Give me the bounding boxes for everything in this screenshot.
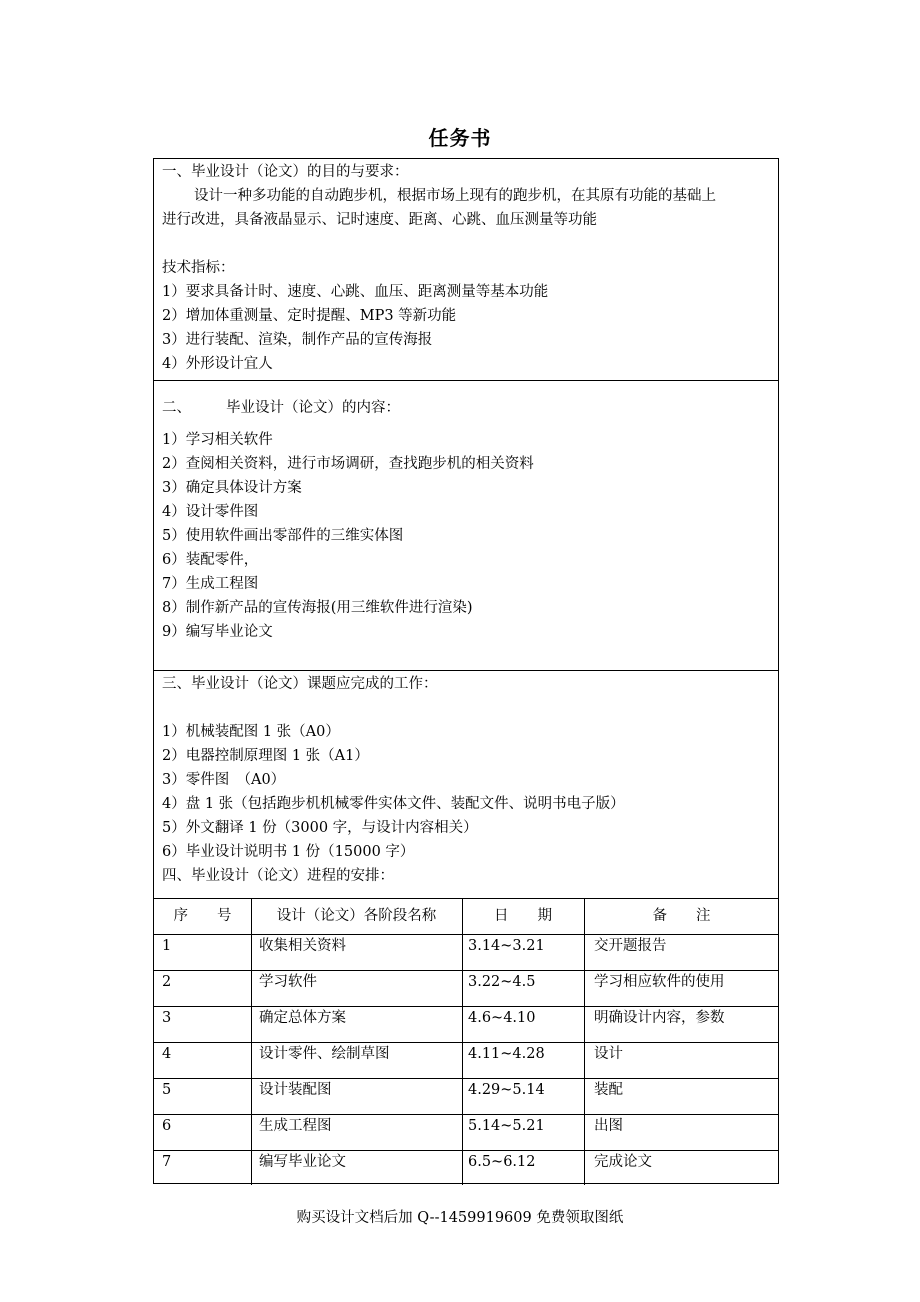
divider (154, 380, 778, 381)
cell-number: 1 (162, 938, 172, 954)
content-item: 8）制作新产品的宣传海报(用三维软件进行渲染) (162, 600, 473, 616)
section1-para-line1: 设计一种多功能的自动跑步机，根据市场上现有的跑步机，在其原有功能的基础上 (194, 188, 716, 204)
cell-stage: 学习软件 (259, 974, 317, 990)
cell-remark: 出图 (594, 1118, 623, 1134)
tech-item: 1）要求具备计时、速度、心跳、血压、距离测量等基本功能 (162, 284, 549, 300)
section3-heading: 三、毕业设计（论文）课题应完成的工作： (162, 676, 438, 692)
divider (154, 670, 778, 671)
table-top-border (154, 898, 778, 899)
cell-stage: 设计零件、绘制草图 (259, 1046, 390, 1062)
cell-remark: 完成论文 (594, 1154, 652, 1170)
content-item: 7）生成工程图 (162, 576, 259, 592)
section2-heading: 毕业设计（论文）的内容： (226, 400, 400, 416)
row-border (154, 1042, 778, 1043)
cell-number: 7 (162, 1154, 172, 1170)
work-item: 1）机械装配图 1 张（A0） (162, 724, 340, 740)
column-border (251, 898, 252, 1185)
cell-date: 3.22~4.5 (468, 974, 536, 990)
row-border (154, 970, 778, 971)
column-border (584, 898, 585, 1185)
content-item: 1）学习相关软件 (162, 432, 273, 448)
content-item: 4）设计零件图 (162, 504, 259, 520)
cell-date: 4.11~4.28 (468, 1046, 545, 1062)
cell-stage: 编写毕业论文 (259, 1154, 346, 1170)
section2-heading-prefix: 二、 (162, 400, 191, 416)
row-border (154, 1078, 778, 1079)
tech-item: 3）进行装配、渲染，制作产品的宣传海报 (162, 332, 433, 348)
tech-item: 4）外形设计宜人 (162, 356, 273, 372)
content-item: 6）装配零件， (162, 552, 259, 568)
cell-date: 5.14~5.21 (468, 1118, 545, 1134)
cell-number: 4 (162, 1046, 172, 1062)
section4-heading: 四、毕业设计（论文）进程的安排： (162, 868, 394, 884)
cell-remark: 装配 (594, 1082, 623, 1098)
cell-stage: 设计装配图 (259, 1082, 332, 1098)
header-remark: 备 注 (652, 908, 711, 924)
content-item: 5）使用软件画出零部件的三维实体图 (162, 528, 404, 544)
work-item: 6）毕业设计说明书 1 份（15000 字） (162, 844, 415, 860)
cell-remark: 交开题报告 (594, 938, 667, 954)
cell-date: 6.5~6.12 (468, 1154, 536, 1170)
work-item: 4）盘 1 张（包括跑步机机械零件实体文件、装配文件、说明书电子版） (162, 796, 625, 812)
row-border (154, 1006, 778, 1007)
cell-number: 3 (162, 1010, 172, 1026)
section1-para-line2: 进行改进，具备液晶显示、记时速度、距离、心跳、血压测量等功能 (162, 212, 597, 228)
cell-remark: 学习相应软件的使用 (594, 974, 725, 990)
document-title: 任务书 (428, 126, 492, 150)
tech-item: 2）增加体重测量、定时提醒、MP3 等新功能 (162, 308, 457, 324)
tech-heading: 技术指标： (162, 260, 235, 276)
cell-stage: 生成工程图 (259, 1118, 332, 1134)
cell-stage: 确定总体方案 (259, 1010, 346, 1026)
content-item: 2）查阅相关资料，进行市场调研，查找跑步机的相关资料 (162, 456, 534, 472)
row-border (154, 1114, 778, 1115)
cell-date: 3.14~3.21 (468, 938, 545, 954)
row-border (154, 1150, 778, 1151)
cell-remark: 明确设计内容，参数 (594, 1010, 725, 1026)
cell-number: 6 (162, 1118, 172, 1134)
content-item: 9）编写毕业论文 (162, 624, 273, 640)
footer-note: 购买设计文档后加 Q--1459919609 免费领取图纸 (296, 1210, 624, 1226)
cell-stage: 收集相关资料 (259, 938, 346, 954)
cell-date: 4.29~5.14 (468, 1082, 545, 1098)
work-item: 3）零件图 （A0） (162, 772, 286, 788)
cell-remark: 设计 (594, 1046, 623, 1062)
section1-heading: 一、毕业设计（论文）的目的与要求： (162, 164, 409, 180)
content-item: 3）确定具体设计方案 (162, 480, 302, 496)
cell-number: 5 (162, 1082, 172, 1098)
header-date: 日 期 (494, 908, 552, 924)
header-number: 序 号 (173, 908, 232, 924)
task-table (153, 158, 779, 1184)
header-stage: 设计（论文）各阶段名称 (276, 908, 437, 924)
cell-date: 4.6~4.10 (468, 1010, 536, 1026)
work-item: 5）外文翻译 1 份（3000 字，与设计内容相关） (162, 820, 478, 836)
work-item: 2）电器控制原理图 1 张（A1） (162, 748, 369, 764)
cell-number: 2 (162, 974, 172, 990)
column-border (462, 898, 463, 1185)
row-border (154, 934, 778, 935)
